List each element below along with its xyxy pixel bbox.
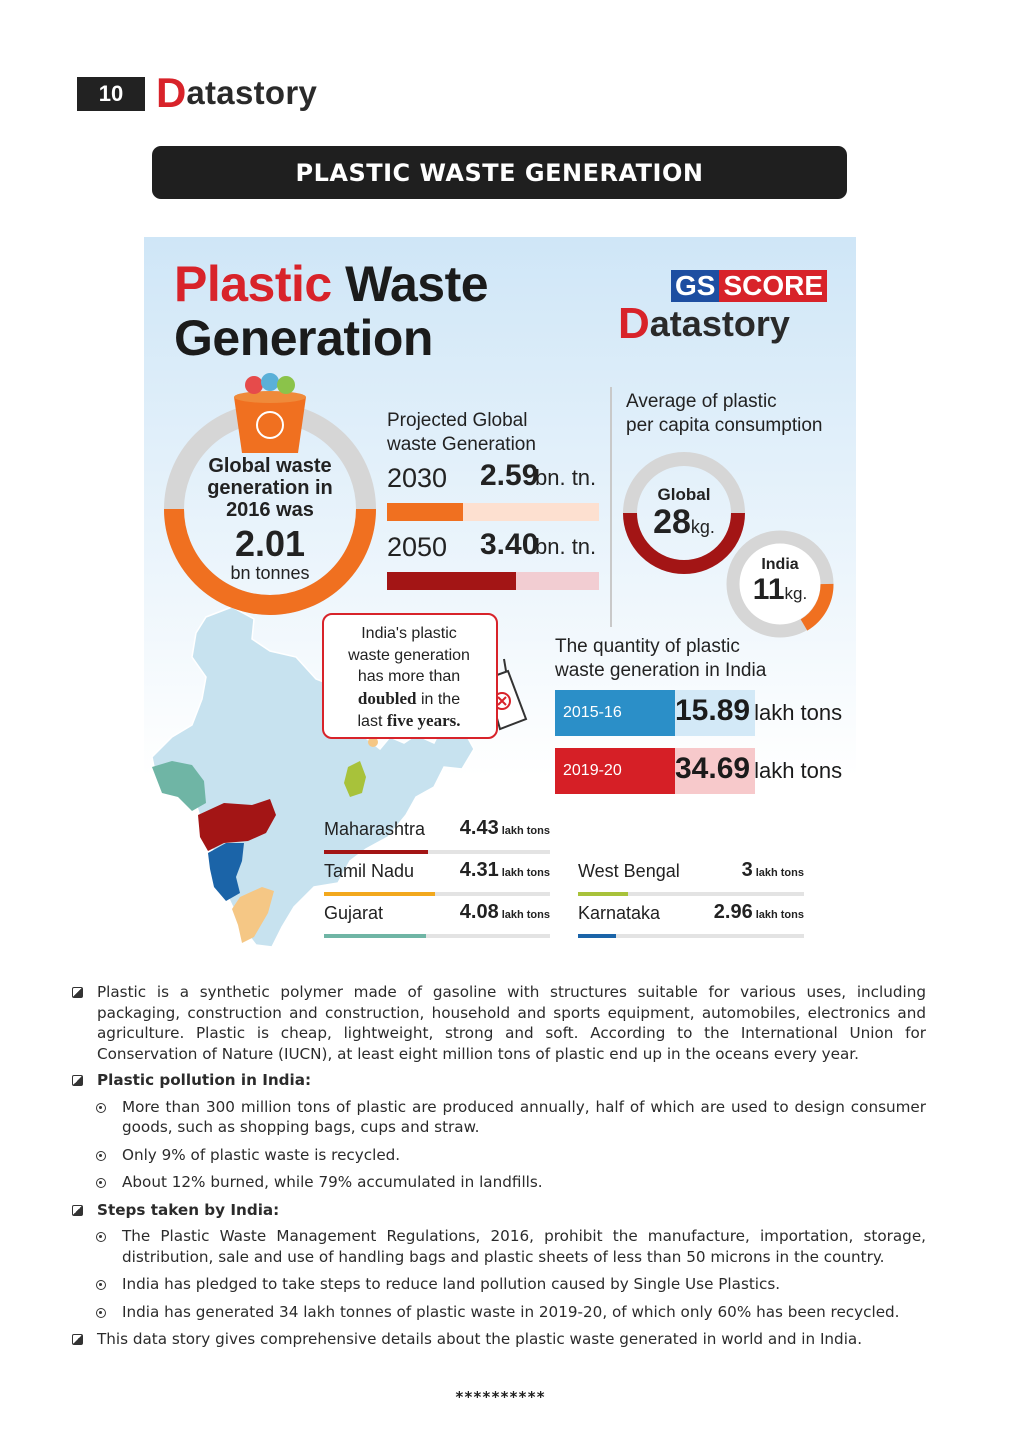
india-capita-label: India [761, 556, 799, 573]
projected-unit: bn. tn. [535, 465, 597, 490]
state-row [578, 861, 804, 901]
circle-bullet-icon [96, 1308, 106, 1318]
state-bar [578, 892, 804, 896]
brand-name: atastory [186, 74, 318, 111]
callout-box [322, 613, 498, 739]
global-capita-value: 28kg. [653, 503, 715, 541]
state-value: 4.43 lakh tons [459, 817, 550, 839]
list-heading: Steps taken by India: [72, 1200, 926, 1221]
end-mark: ********** [454, 1388, 546, 1406]
state-name: West Bengal [578, 861, 680, 881]
state-name: Tamil Nadu [324, 861, 415, 881]
quantity-value: 15.89 lakh tons [675, 694, 843, 727]
circle-bullet-icon [96, 1151, 106, 1161]
datastory-logo: D atastory [618, 299, 790, 348]
brand-logo [156, 70, 317, 116]
state-bar-fill [324, 850, 428, 854]
state-row [578, 903, 804, 943]
state-bar-fill [324, 934, 426, 938]
projected-year: 2050 [387, 532, 448, 562]
projected-bar-fill [387, 572, 516, 590]
brand-initial: D [156, 69, 187, 116]
projected-value: 2.59 [480, 459, 539, 492]
divider-line [610, 387, 612, 627]
square-bullet-icon [72, 1334, 83, 1345]
projected-bar-fill [387, 503, 463, 521]
quantity-period: 2019-20 [555, 748, 675, 794]
sublist-item: The Plastic Waste Management Regulations, 2016, prohibit the manufacture, importation, storage, distribution, sale and use of handling bags and plastic sheets of less than 50 microns in the country. [72, 1226, 926, 1267]
circle-bullet-icon [96, 1280, 106, 1290]
gs-score-logo: GS SCORE [671, 270, 827, 302]
quantity-value: 34.69 lakh tons [675, 752, 843, 785]
callout-text: India's plastic waste generation has more than doubled in the last five years. [348, 625, 470, 730]
infographic-title: Plastic Waste Generation [174, 256, 489, 366]
section-banner: PLASTIC WASTE GENERATION [152, 146, 847, 199]
state-value: 2.96 lakh tons [713, 901, 804, 923]
circle-bullet-icon [96, 1178, 106, 1188]
projected-label: Projected Global waste Generation [387, 410, 536, 455]
state-name: Karnataka [578, 903, 661, 923]
state-bar-fill [578, 934, 616, 938]
state-value: 3 lakh tons [741, 859, 804, 881]
projected-year: 2030 [387, 463, 448, 493]
global-ring-unit: bn tonnes [230, 563, 310, 583]
state-bar [324, 892, 550, 896]
body-text [72, 982, 926, 1356]
sublist-pollution [72, 1097, 926, 1193]
list-heading: Plastic pollution in India: [72, 1070, 926, 1091]
sublist-item: India has generated 34 lakh tonnes of plastic waste in 2019-20, of which only 60% has been recycled. [72, 1302, 926, 1323]
circle-bullet-icon [96, 1232, 106, 1242]
india-capita-value: 11kg. [752, 573, 808, 606]
global-ring-label: Global waste generation in 2016 was [207, 455, 333, 521]
projected-bar [387, 572, 599, 590]
state-bar [324, 850, 550, 854]
state-value: 4.08 lakh tons [459, 901, 550, 923]
square-bullet-icon [72, 1075, 83, 1086]
quantity-period: 2015-16 [555, 690, 675, 736]
state-row [324, 903, 550, 943]
state-bar-fill [578, 892, 628, 896]
projected-bar [387, 503, 599, 521]
state-bar [578, 934, 804, 938]
sublist-item: Only 9% of plastic waste is recycled. [72, 1145, 926, 1166]
sublist-item: More than 300 million tons of plastic are produced annually, half of which are used to design consumer goods, such as shopping bags, cups and straw. [72, 1097, 926, 1138]
state-bar [324, 934, 550, 938]
global-ring-value: 2.01 [234, 523, 306, 564]
page-number: 10 [77, 77, 145, 111]
per-capita-label: Average of plastic per capita consumption [626, 391, 823, 436]
list-item: This data story gives comprehensive details about the plastic waste generated in world and in India. [72, 1329, 926, 1350]
sublist-steps [72, 1226, 926, 1322]
circle-bullet-icon [96, 1103, 106, 1113]
state-bar-fill [324, 892, 435, 896]
projected-unit: bn. tn. [535, 534, 597, 559]
bucket-icon [234, 397, 306, 453]
square-bullet-icon [72, 1205, 83, 1216]
infographic [144, 237, 856, 957]
list-item: Plastic is a synthetic polymer made of gasoline with structures suitable for various uses, including packaging, construction and construction, household and sports equipment, automobiles, electronics and agriculture. Plastic is cheap, lightweight, strong and soft. According to the International Union for Conservation of Nature (IUCN), at least eight million tons of plastic end up in the oceans every year. [72, 982, 926, 1064]
sublist-item: About 12% burned, while 79% accumulated in landfills. [72, 1172, 926, 1193]
quantity-label: The quantity of plastic waste generation in India [555, 636, 767, 681]
state-row [324, 819, 550, 859]
state-row [324, 861, 550, 901]
state-value: 4.31 lakh tons [459, 859, 550, 881]
global-capita-label: Global [657, 485, 711, 504]
sublist-item: India has pledged to take steps to reduce land pollution caused by Single Use Plastics. [72, 1274, 926, 1295]
square-bullet-icon [72, 987, 83, 998]
state-name: Maharashtra [324, 819, 426, 839]
state-name: Gujarat [324, 903, 384, 923]
projected-value: 3.40 [480, 528, 539, 561]
